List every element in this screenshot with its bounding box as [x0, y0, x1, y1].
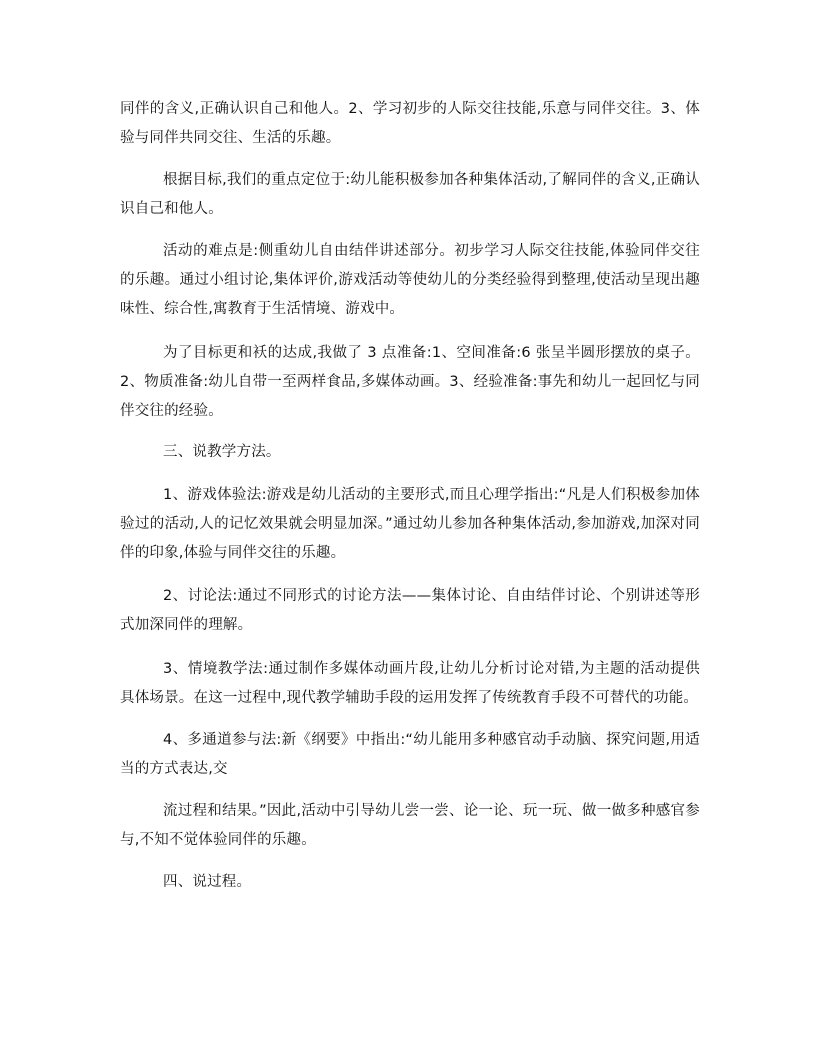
paragraph-method-situational: 3、情境教学法:通过制作多媒体动画片段,让幼儿分析讨论对错,为主题的活动提供具体场景。在这一过程中,现代教学辅助手段的运用发挥了传统教育手段不可替代的功能。 — [120, 661, 700, 706]
paragraph-method-discussion: 2、讨论法:通过不同形式的讨论方法——集体讨论、自由结伴讨论、个别讲述等形式加深同伴的理解。 — [120, 588, 700, 633]
paragraph-goals-continued: 同伴的含义,正确认识自己和他人。2、学习初步的人际交往技能,乐意与同伴交往。3、体验与同伴共同交往、生活的乐趣。 — [120, 101, 700, 146]
section-heading-process: 四、说过程。 — [163, 874, 252, 890]
paragraph-method-multichannel: 4、多通道参与法:新《纲要》中指出:“幼儿能用多种感官动手动脑、探究问题,用适当的方式表达,交 — [120, 732, 700, 777]
paragraph-difficulty: 活动的难点是:侧重幼儿自由结伴讲述部分。初步学习人际交往技能,体验同伴交往的乐趣。通过小组讨论,集体评价,游戏活动等使幼儿的分类经验得到整理,使活动呈现出趣味性、综合性,寓教育于生活情境、游戏中。 — [120, 243, 700, 317]
paragraph-method-game: 1、游戏体验法:游戏是幼儿活动的主要形式,而且心理学指出:“凡是人们积极参加体验过的活动,人的记忆效果就会明显加深。”通过幼儿参加各种集体活动,参加游戏,加深对同伴的印象,体验与同伴交往的乐趣。 — [120, 487, 700, 561]
section-heading-teaching-methods: 三、说教学方法。 — [163, 444, 281, 460]
paragraph-preparation: 为了目标更和袄的达成,我做了 3 点准备:1、空间准备:6 张呈半圆形摆放的桌子。2、物质准备:幼儿自带一至两样食品,多媒体动画。3、经验准备:事先和幼儿一起回忆与同伴交往的经验。 — [120, 345, 700, 419]
paragraph-method-multichannel-continued: 流过程和结果。”因此,活动中引导幼儿尝一尝、论一论、玩一玩、做一做多种感官参与,不知不觉体验同伴的乐趣。 — [120, 803, 700, 848]
paragraph-key-point: 根据目标,我们的重点定位于:幼儿能积极参加各种集体活动,了解同伴的含义,正确认识自己和他人。 — [120, 172, 700, 217]
